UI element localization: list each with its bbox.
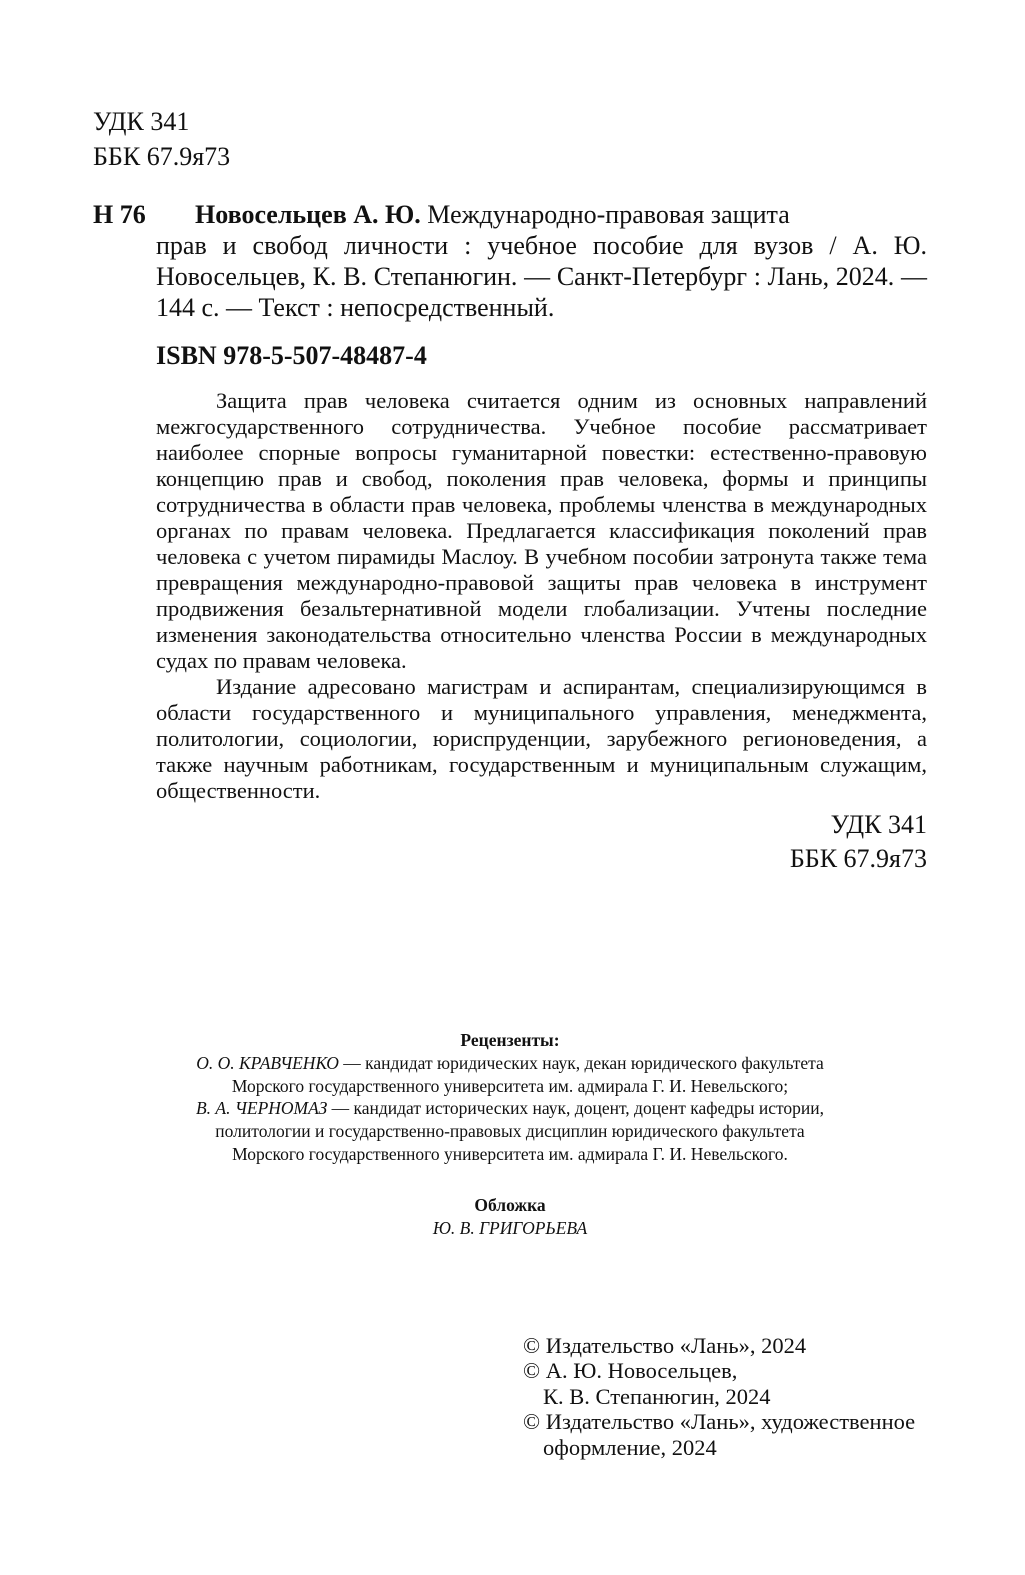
copyright-line: © Издательство «Лань», художественное bbox=[523, 1409, 916, 1435]
copyright-line: оформление, 2024 bbox=[543, 1434, 717, 1460]
entry-first-line bbox=[156, 199, 927, 230]
abstract-paragraph: Издание адресовано магистрам и аспирантам, специализирующимся в области государственного и муниципального управления, менеджмента, политологии, социологии, юриспруденции, зарубежного регионоведения, а также научным работникам, государственным и муниципальным служащим, общественности. bbox=[156, 674, 927, 803]
copyright-line: © Издательство «Лань», 2024 bbox=[523, 1333, 807, 1358]
reviewer-line bbox=[120, 1097, 900, 1120]
reviewer-line: политологии и государственно-правовых дисциплин юридического факультета bbox=[215, 1121, 805, 1142]
reviewers bbox=[120, 1029, 900, 1166]
classification-top bbox=[93, 104, 230, 174]
classification-bottom bbox=[600, 808, 927, 876]
isbn: ISBN 978-5-507-48487-4 bbox=[156, 341, 427, 370]
udk-code: УДК 341 bbox=[830, 810, 927, 839]
entry-title-start: Международно-правовая защита bbox=[427, 200, 790, 229]
author-mark: Н 76 bbox=[93, 200, 146, 229]
copyright-line: К. В. Степанюгин, 2024 bbox=[543, 1383, 771, 1409]
reviewer-name: В. А. ЧЕРНОМАЗ bbox=[195, 1098, 328, 1119]
copyright-line: © А. Ю. Новосельцев, bbox=[523, 1358, 738, 1384]
reviewer-name: О. О. КРАВЧЕНКО bbox=[196, 1052, 339, 1073]
cover-heading: Обложка bbox=[474, 1195, 546, 1215]
entry-author: Новосельцев А. Ю. bbox=[195, 200, 421, 229]
entry-rest: прав и свобод личности : учебное пособие для вузов / А. Ю. Новосельцев, К. В. Степанюгин. — Санкт-Петербург : Лань, 2024. — 144 с. — Текст : непосредственный. bbox=[156, 231, 927, 322]
reviewers-heading: Рецензенты: bbox=[460, 1030, 560, 1050]
reviewer-description: — кандидат исторических наук, доцент, доцент кафедры истории, bbox=[327, 1098, 825, 1119]
cover-designer: Ю. В. ГРИГОРЬЕВА bbox=[432, 1217, 588, 1238]
reviewer-line: Морского государственного университета им. адмирала Г. И. Невельского; bbox=[231, 1075, 789, 1096]
entry-description bbox=[156, 199, 927, 323]
copyright-block bbox=[523, 1333, 915, 1460]
udk-code: УДК 341 bbox=[93, 107, 190, 136]
abstract-paragraph: Защита прав человека считается одним из основных направлений межгосударственного сотрудничества. Учебное пособие рассматривает наиболее спорные вопросы гуманитарной повестки: естественно-правовую концепцию прав и свобод, поколения прав человека, формы и принципы сотрудничества в области прав человека, проблемы членства в международных органах по правам человека. Предлагается классификация поколений прав человека с учетом пирамиды Маслоу. В учебном пособии затронута также тема превращения международно-правовой защиты прав человека в инструмент продвижения безальтернативной модели глобализации. Учтены последние изменения законодательства относительно членства России в международных судах по правам человека. bbox=[156, 388, 927, 673]
abstract bbox=[156, 388, 927, 804]
bbk-code: ББК 67.9я73 bbox=[93, 142, 231, 171]
bibliographic-entry bbox=[93, 199, 927, 323]
cover-credit bbox=[120, 1194, 900, 1240]
reviewer-line: Морского государственного университета им. адмирала Г. И. Невельского. bbox=[232, 1143, 788, 1164]
reviewer-line bbox=[120, 1052, 900, 1075]
bbk-code: ББК 67.9я73 bbox=[789, 844, 927, 873]
reviewer-description: — кандидат юридических наук, декан юридического факультета bbox=[338, 1052, 824, 1073]
